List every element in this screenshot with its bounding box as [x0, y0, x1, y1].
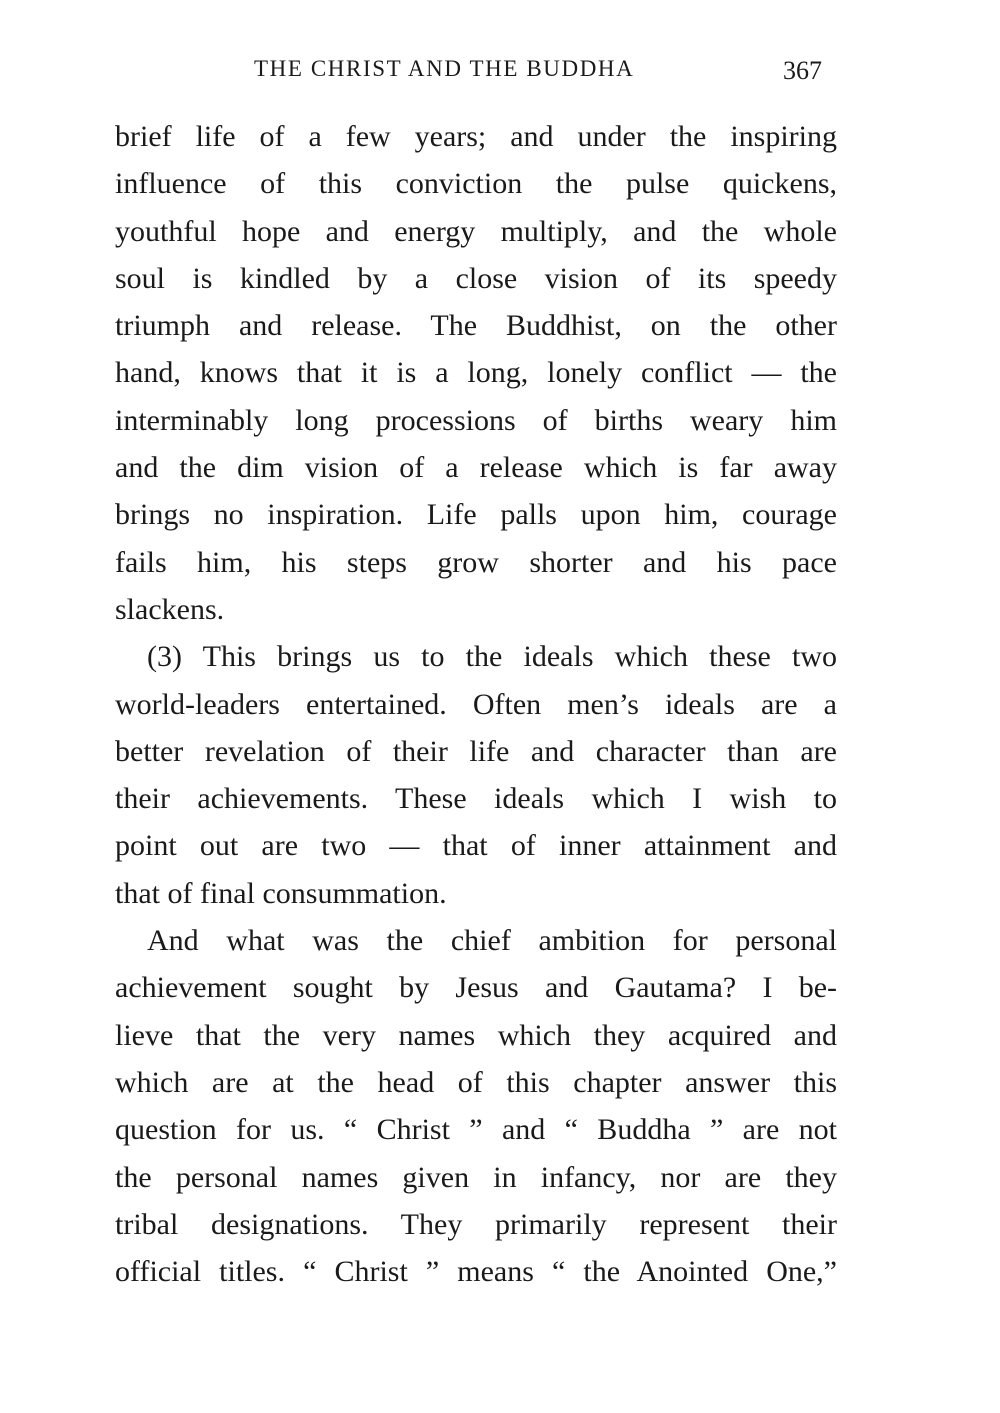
text-line: triumph and release. The Buddhist, on the other	[115, 309, 837, 343]
text-line: influence of this conviction the pulse quickens,	[115, 167, 837, 201]
body-text	[115, 113, 837, 1295]
text-line: world-leaders entertained. Often men’s ideals are a	[115, 687, 837, 721]
text-line: youthful hope and energy multiply, and the whole	[115, 214, 837, 248]
text-line: question for us. “ Christ ” and “ Buddha ” are not	[115, 1113, 837, 1147]
text-line: hand, knows that it is a long, lonely conflict — the	[115, 356, 837, 390]
text-line: lieve that the very names which they acquired and	[115, 1018, 837, 1052]
text-line: tribal designations. They primarily represent their	[115, 1207, 837, 1241]
running-head	[0, 52, 1000, 92]
running-title: THE CHRIST AND THE BUDDHA	[254, 56, 635, 81]
text-line: better revelation of their life and character than are	[115, 734, 837, 768]
text-line: which are at the head of this chapter answer this	[115, 1065, 837, 1099]
paragraph-start: And what was the chief ambition for personal	[147, 924, 837, 958]
text-line: brief life of a few years; and under the inspiring	[115, 120, 837, 153]
text-line: point out are two — that of inner attainment and	[115, 829, 837, 863]
text-line: fails him, his steps grow shorter and his pace	[115, 545, 837, 579]
paragraph-start: (3) This brings us to the ideals which these two	[147, 640, 837, 674]
text-line: interminably long processions of births weary him	[115, 403, 837, 437]
text-line: their achievements. These ideals which I wish to	[115, 782, 837, 816]
text-line: the personal names given in infancy, nor are they	[115, 1160, 837, 1194]
page-number: 367	[783, 56, 822, 85]
text-line: slackens.	[115, 592, 225, 626]
text-line: brings no inspiration. Life palls upon him, courage	[115, 498, 837, 532]
text-line: achievement sought by Jesus and Gautama? I be-	[115, 971, 837, 1005]
text-line: and the dim vision of a release which is far away	[115, 451, 837, 485]
text-line: that of final consummation.	[115, 876, 447, 910]
text-line: soul is kindled by a close vision of its speedy	[115, 261, 837, 295]
text-line: official titles. “ Christ ” means “ the Anointed One,”	[115, 1255, 837, 1289]
